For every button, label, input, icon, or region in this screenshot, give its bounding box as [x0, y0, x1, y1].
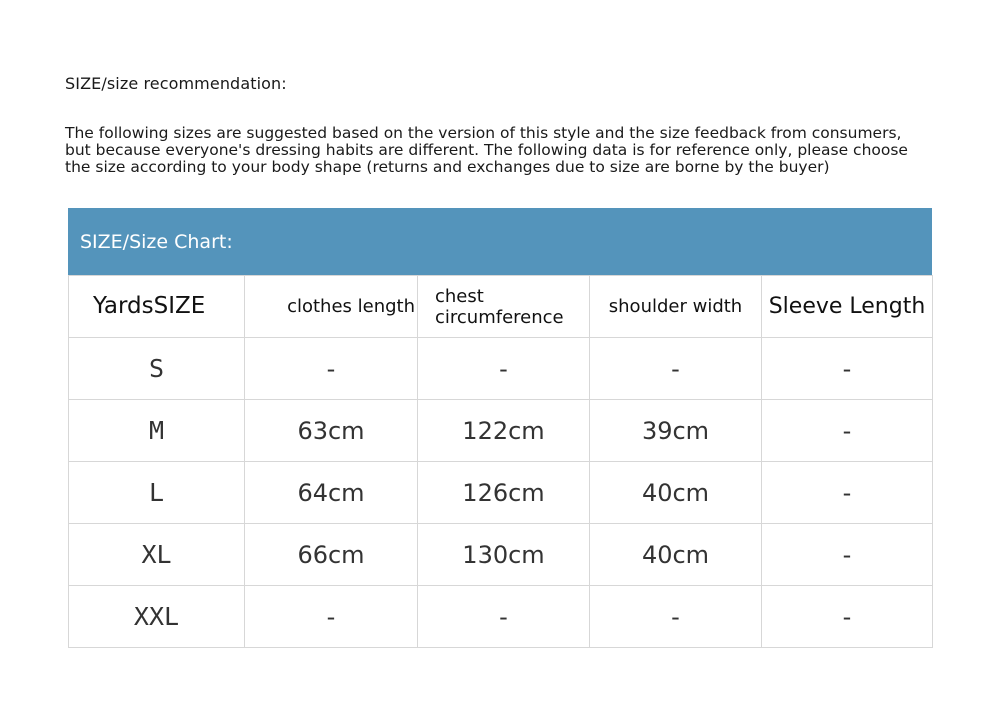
- page-heading: SIZE/size recommendation:: [65, 74, 287, 93]
- size-label: M: [69, 400, 245, 462]
- header-shoulder-width: shoulder width: [590, 276, 762, 338]
- sleeve-value: -: [762, 338, 933, 400]
- intro-line: The following sizes are suggested based on the version of this style and the size feedback from consumers,: [65, 124, 902, 142]
- table-row: [69, 338, 933, 400]
- shoulder-value: 39cm: [590, 400, 762, 462]
- chest-value: -: [418, 338, 590, 400]
- table-row: [69, 400, 933, 462]
- chest-value: 122cm: [418, 400, 590, 462]
- shoulder-value: -: [590, 586, 762, 648]
- shoulder-value: 40cm: [590, 524, 762, 586]
- sleeve-value: -: [762, 524, 933, 586]
- intro-line: the size according to your body shape (returns and exchanges due to size are borne by the buyer): [65, 158, 830, 176]
- header-size: YardsSIZE: [69, 276, 245, 338]
- size-chart-banner: [68, 208, 932, 275]
- clothes-length-value: 66cm: [245, 524, 418, 586]
- chest-value: 130cm: [418, 524, 590, 586]
- sleeve-value: -: [762, 462, 933, 524]
- shoulder-value: 40cm: [590, 462, 762, 524]
- intro-line: but because everyone's dressing habits are different. The following data is for reference only, please choose: [65, 141, 908, 159]
- header-chest-line: circumference: [435, 306, 564, 328]
- header-chest-line: chest: [435, 285, 484, 307]
- table-row: [69, 586, 933, 648]
- table-row: [69, 462, 933, 524]
- table-header-row: [69, 276, 933, 338]
- sleeve-value: -: [762, 400, 933, 462]
- header-sleeve-length: Sleeve Length: [762, 276, 933, 338]
- clothes-length-value: 64cm: [245, 462, 418, 524]
- header-clothes-length: clothes length: [245, 276, 418, 338]
- intro-paragraph: [65, 125, 945, 176]
- clothes-length-value: 63cm: [245, 400, 418, 462]
- clothes-length-value: -: [245, 586, 418, 648]
- size-label: XL: [69, 524, 245, 586]
- header-chest-circumference: [418, 276, 590, 338]
- size-chart-table: [68, 275, 933, 648]
- clothes-length-value: -: [245, 338, 418, 400]
- size-chart-title: SIZE/Size Chart:: [80, 230, 233, 253]
- shoulder-value: -: [590, 338, 762, 400]
- size-label: L: [69, 462, 245, 524]
- chest-value: 126cm: [418, 462, 590, 524]
- size-label: S: [69, 338, 245, 400]
- chest-value: -: [418, 586, 590, 648]
- sleeve-value: -: [762, 586, 933, 648]
- table-row: [69, 524, 933, 586]
- size-label: XXL: [69, 586, 245, 648]
